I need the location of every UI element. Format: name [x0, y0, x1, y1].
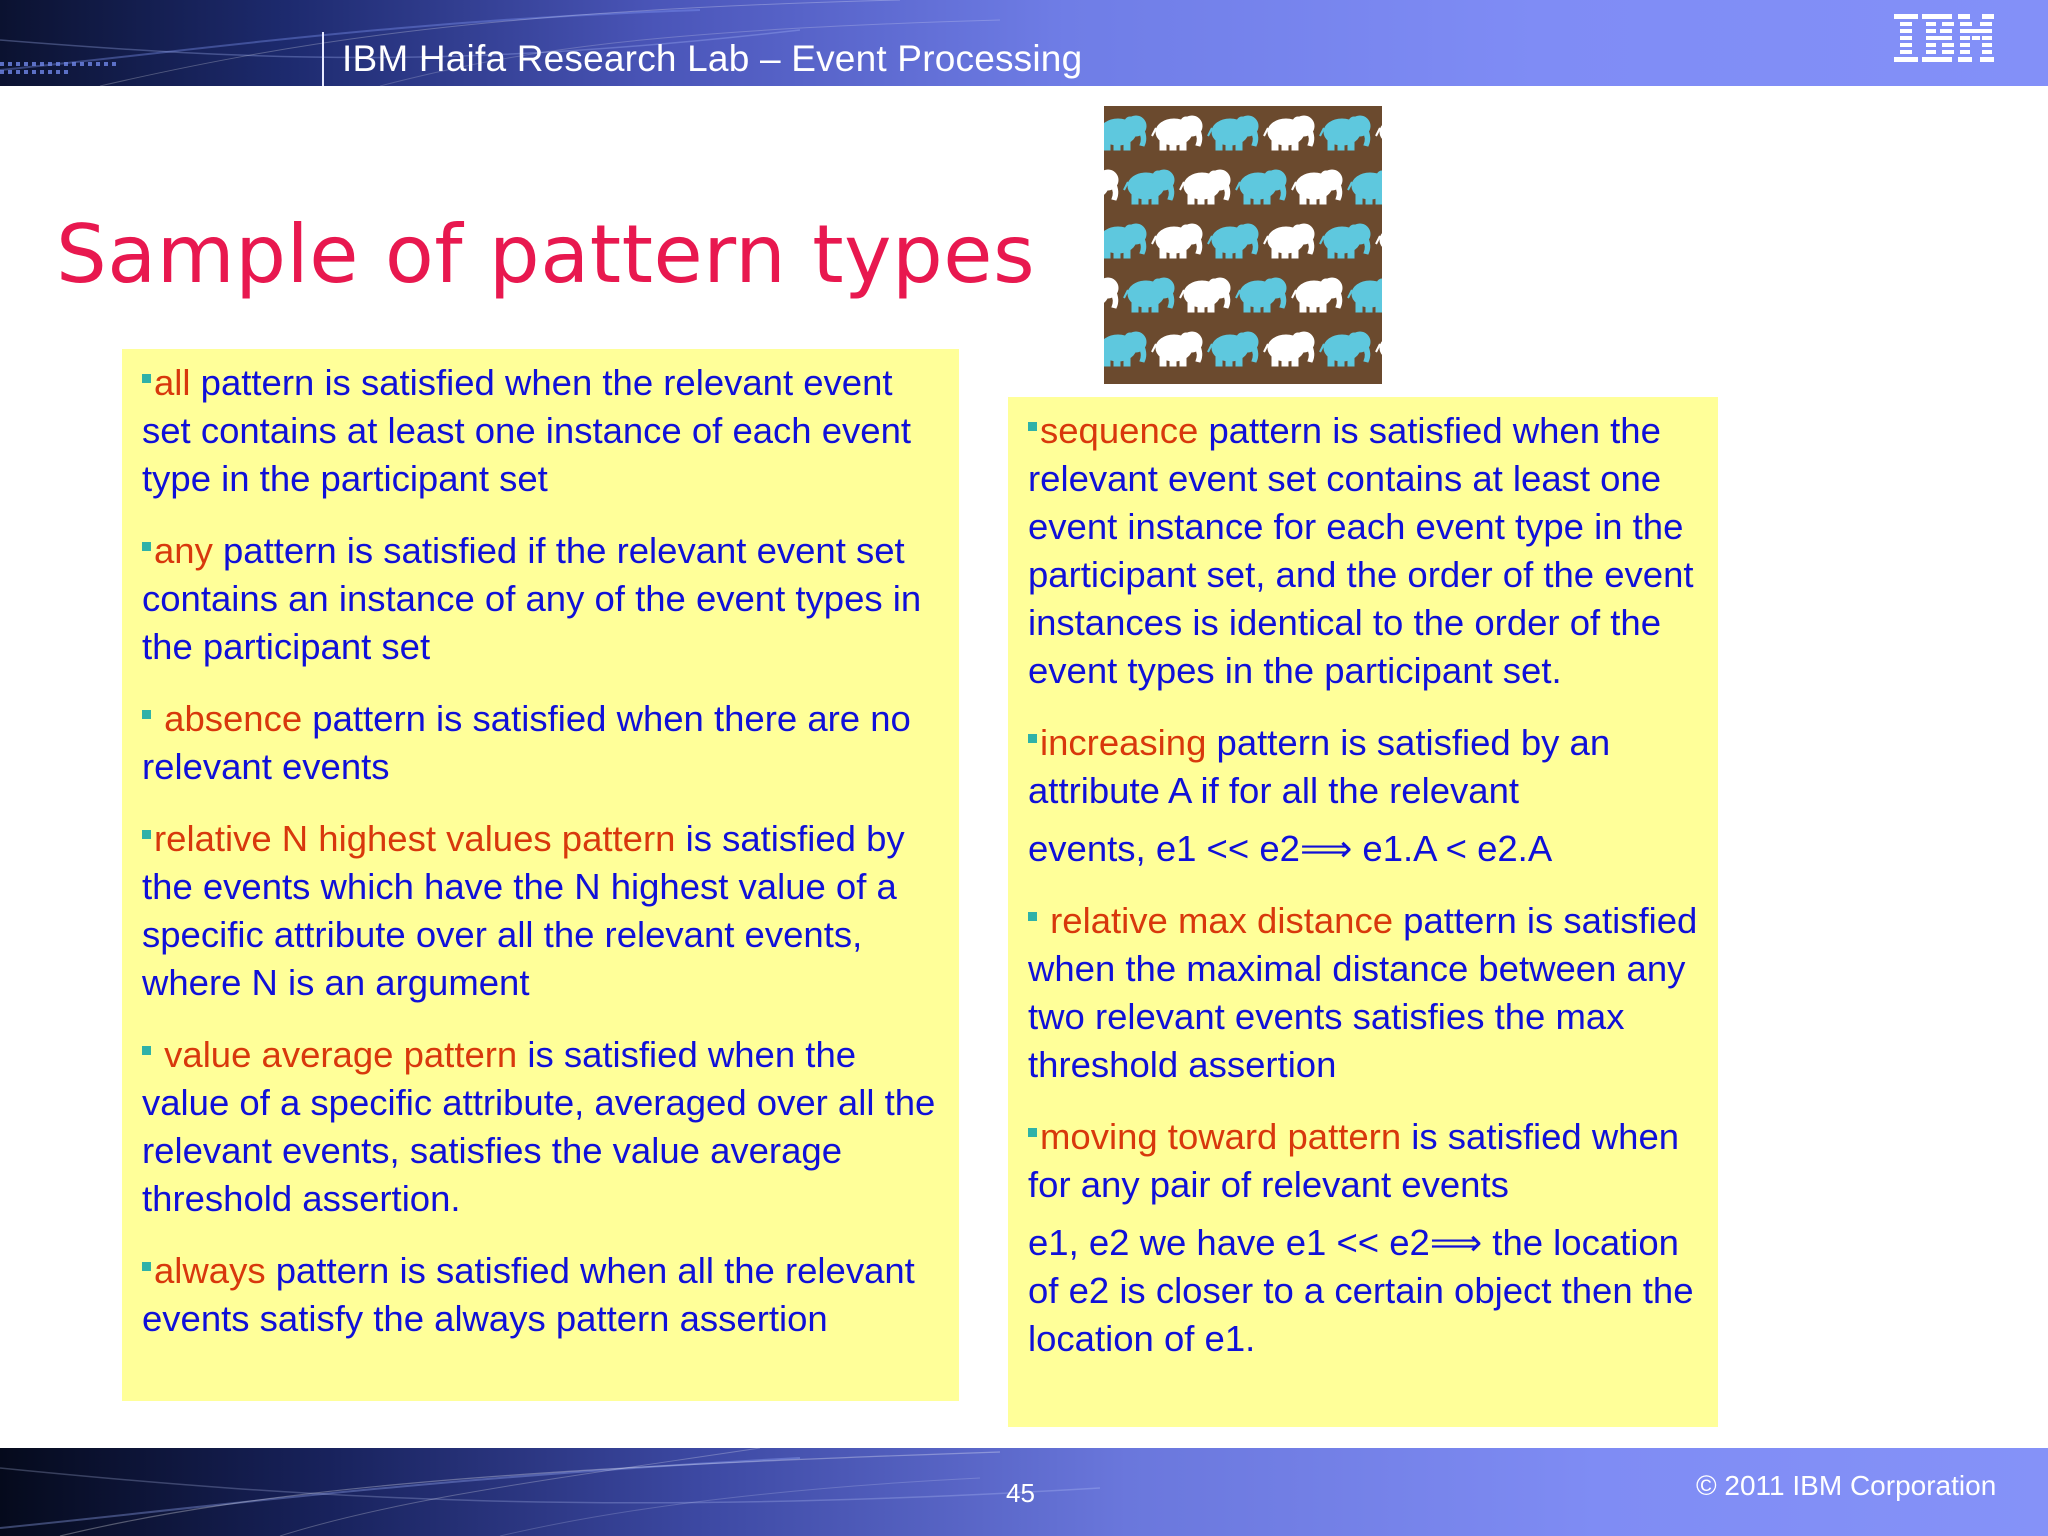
pattern-description: pattern is satisfied when the relevant event set contains at least one event instance for each event type in the participant set, and the order of the event instances is identical to the order of the event types in the participant set. [1028, 410, 1694, 691]
bullet-icon [142, 1046, 151, 1055]
pattern-description: pattern is satisfied when the relevant event set contains at least one instance of each event type in the participant set [142, 362, 912, 499]
elephant-pattern-image [1104, 106, 1382, 384]
pattern-description: pattern is satisfied by an attribute A if for all the relevant [1028, 722, 1611, 811]
pattern-description: pattern is satisfied when the maximal distance between any two relevant events satisfies the max threshold assertion [1028, 900, 1698, 1085]
list-item [1028, 1113, 1704, 1363]
pattern-keyword: increasing [1040, 722, 1207, 763]
pattern-keyword: value average pattern [154, 1034, 518, 1075]
pattern-keyword: any [154, 530, 213, 571]
bullet-icon [1028, 912, 1037, 921]
header-divider [322, 32, 324, 86]
pattern-keyword: all [154, 362, 191, 403]
formula-left: events, e1 << e2 [1028, 828, 1300, 869]
list-item [142, 1031, 941, 1223]
pattern-keyword: sequence [1040, 410, 1199, 451]
list-item [142, 815, 941, 1007]
header-band [0, 0, 2048, 86]
pattern-description: pattern is satisfied if the relevant event set contains an instance of any of the event types in the participant set [142, 530, 922, 667]
pattern-description: pattern is satisfied when there are no relevant events [142, 698, 911, 787]
copyright-notice: © 2011 IBM Corporation [1696, 1470, 1997, 1501]
list-item [1028, 897, 1704, 1089]
left-content-box [122, 349, 959, 1401]
list-item [142, 695, 941, 791]
list-item [1028, 719, 1704, 873]
pattern-description: is satisfied when for any pair of relevant events [1028, 1116, 1680, 1205]
list-item [1028, 407, 1704, 695]
implies-icon: ⟹ [1299, 827, 1353, 870]
bullet-icon [142, 542, 151, 551]
bullet-icon [142, 374, 151, 383]
pattern-keyword: relative N highest values pattern [154, 818, 676, 859]
pattern-description: is satisfied by the events which have the N highest value of a specific attribute over all the relevant events, where N is an argument [142, 818, 905, 1003]
header-title: IBM Haifa Research Lab – Event Processing [342, 38, 1083, 79]
footer-band [0, 1448, 2048, 1536]
ibm-logo [1894, 14, 1994, 68]
slide-title: Sample of pattern types [56, 208, 1036, 301]
pattern-keyword: moving toward pattern [1040, 1116, 1402, 1157]
page-number: 45 [1006, 1478, 1035, 1508]
bullet-icon [1028, 1128, 1037, 1137]
formula-right: e1.A < e2.A [1352, 828, 1553, 869]
bullet-icon [142, 1262, 151, 1271]
list-item [142, 527, 941, 671]
right-content-box [1008, 397, 1718, 1427]
list-item [142, 1247, 941, 1343]
bullet-icon [142, 830, 151, 839]
bullet-icon [142, 710, 151, 719]
list-item [142, 359, 941, 503]
pattern-keyword: always [154, 1250, 266, 1291]
pattern-description: is satisfied when the value of a specific attribute, averaged over all the relevant events, satisfies the value average threshold assertion. [142, 1034, 936, 1219]
pattern-keyword: absence [154, 698, 303, 739]
pattern-keyword: relative max distance [1040, 900, 1393, 941]
bullet-icon [1028, 734, 1037, 743]
formula-right: the location of e2 is closer to a certain object then the location of e1. [1028, 1222, 1694, 1359]
formula-left: e1, e2 we have e1 << e2 [1028, 1222, 1430, 1263]
pattern-description: pattern is satisfied when all the relevant events satisfy the always pattern assertion [142, 1250, 915, 1339]
implies-icon: ⟹ [1429, 1221, 1483, 1264]
bullet-icon [1028, 422, 1037, 431]
